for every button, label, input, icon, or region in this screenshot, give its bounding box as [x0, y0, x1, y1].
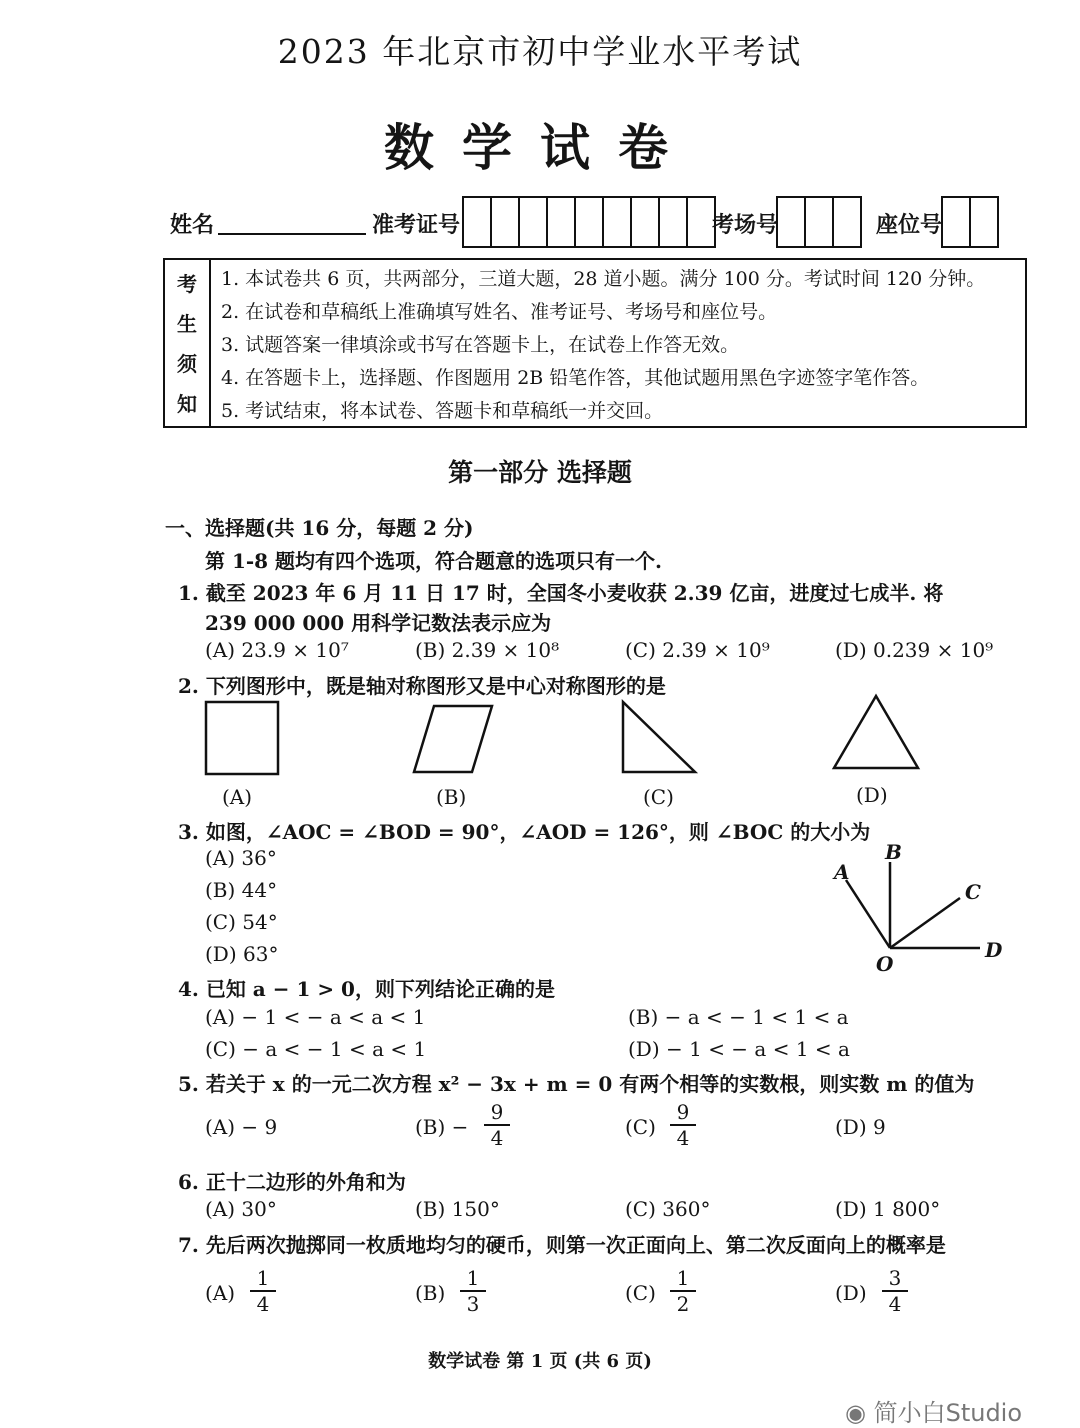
- question-4-option-c[interactable]: (C) − a < − 1 < a < 1: [205, 1037, 427, 1061]
- question-5-stem: 5. 若关于 x 的一元二次方程 x² − 3x + m = 0 有两个相等的实数根，则实数 m 的值为: [178, 1072, 975, 1096]
- question-1-option-c[interactable]: (C) 2.39 × 10⁹: [625, 638, 770, 662]
- question-3-option-b[interactable]: (B) 44°: [205, 878, 278, 902]
- question-4-option-b[interactable]: (B) − a < − 1 < 1 < a: [628, 1005, 849, 1029]
- question-5-option-b[interactable]: (B) −: [415, 1115, 469, 1139]
- question-3-option-d[interactable]: (D) 63°: [205, 942, 279, 966]
- exam-title: 2023 年北京市初中学业水平考试: [277, 32, 803, 71]
- question-4-option-d[interactable]: (D) − 1 < − a < 1 < a: [628, 1037, 850, 1061]
- question-2-label-d[interactable]: (D): [856, 783, 888, 807]
- question-1-option-d[interactable]: (D) 0.239 × 10⁹: [835, 638, 994, 662]
- notice-item: 3. 试题答案一律填涂或书写在答题卡上，在试卷上作答无效。: [221, 334, 740, 356]
- part-title: 第一部分 选择题: [448, 458, 632, 487]
- fraction-numerator: 3: [882, 1266, 908, 1292]
- notice-heading-char: 须: [177, 352, 197, 376]
- paper-title: 数学试卷: [384, 119, 696, 177]
- fraction-denominator: 4: [676, 1126, 690, 1150]
- point-label-b: B: [885, 840, 902, 864]
- fraction-numerator: 9: [670, 1100, 696, 1126]
- fraction: [484, 1100, 510, 1150]
- notice-heading-char: 生: [177, 312, 197, 336]
- question-3-stem: 3. 如图，∠AOC = ∠BOD = 90°，∠AOD = 126°，则 ∠BOC 的大小为: [178, 820, 871, 844]
- watermark: [845, 1393, 1022, 1428]
- question-6-option-c[interactable]: (C) 360°: [625, 1197, 711, 1221]
- ticket-label: 准考证号: [372, 213, 461, 238]
- question-2-label-c[interactable]: (C): [643, 785, 674, 809]
- question-1-stem: 1. 截至 2023 年 6 月 11 日 17 时，全国冬小麦收获 2.39 亿亩，进度过七成半. 将: [178, 581, 944, 605]
- notice-item: 1. 本试卷共 6 页，共两部分，三道大题，28 道小题。满分 100 分。考试时间 120 分钟。: [221, 268, 986, 290]
- question-1-option-b[interactable]: (B) 2.39 × 10⁸: [415, 638, 560, 662]
- question-3-option-a[interactable]: (A) 36°: [205, 846, 277, 870]
- point-label-a: A: [834, 860, 850, 884]
- page-footer: 数学试卷 第 1 页 (共 6 页): [428, 1351, 652, 1372]
- question-2-label-a[interactable]: (A): [222, 785, 253, 809]
- question-6-stem: 6. 正十二边形的外角和为: [178, 1170, 406, 1194]
- fraction: [460, 1266, 486, 1316]
- question-7-option-c[interactable]: (C): [625, 1281, 656, 1305]
- question-2-stem: 2. 下列图形中，既是轴对称图形又是中心对称图形的是: [178, 674, 666, 698]
- fraction-denominator: 4: [888, 1292, 902, 1316]
- notice-heading-char: 知: [177, 392, 197, 416]
- point-label-c: C: [965, 880, 981, 904]
- seat-label: 座位号: [876, 213, 943, 238]
- watermark-text: 简小白Studio: [873, 1399, 1023, 1427]
- point-label-o: O: [876, 952, 894, 976]
- question-3-option-c[interactable]: (C) 54°: [205, 910, 278, 934]
- question-5-option-d[interactable]: (D) 9: [835, 1115, 886, 1139]
- question-7-option-d[interactable]: (D): [835, 1281, 867, 1305]
- fraction-denominator: 3: [466, 1292, 480, 1316]
- section-heading: 一、选择题(共 16 分，每题 2 分): [165, 516, 474, 540]
- fraction-numerator: 1: [670, 1266, 696, 1292]
- fraction-numerator: 1: [250, 1266, 276, 1292]
- question-1-option-a[interactable]: (A) 23.9 × 10⁷: [205, 638, 349, 662]
- name-label: 姓名: [170, 213, 215, 238]
- question-4-option-a[interactable]: (A) − 1 < − a < a < 1: [205, 1005, 426, 1029]
- section-note: 第 1-8 题均有四个选项，符合题意的选项只有一个.: [205, 549, 663, 573]
- notice-item: 4. 在答题卡上，选择题、作图题用 2B 铅笔作答，其他试题用黑色字迹签字笔作答。: [221, 367, 930, 389]
- fraction-denominator: 4: [490, 1126, 504, 1150]
- fraction-numerator: 1: [460, 1266, 486, 1292]
- wechat-icon: ◉: [845, 1399, 866, 1427]
- question-2-label-b[interactable]: (B): [436, 785, 467, 809]
- point-label-d: D: [985, 938, 1003, 962]
- fraction: [670, 1266, 696, 1316]
- question-4-stem: 4. 已知 a − 1 > 0，则下列结论正确的是: [178, 977, 555, 1001]
- fraction: [882, 1266, 908, 1316]
- question-7-option-a[interactable]: (A): [205, 1281, 236, 1305]
- fraction-denominator: 2: [676, 1292, 690, 1316]
- ray-oc: [890, 898, 960, 948]
- question-6-option-a[interactable]: (A) 30°: [205, 1197, 277, 1221]
- fraction: [250, 1266, 276, 1316]
- ray-oa: [846, 880, 890, 948]
- fraction: [670, 1100, 696, 1150]
- question-7-stem: 7. 先后两次抛掷同一枚质地均匀的硬币，则第一次正面向上、第二次反面向上的概率是: [178, 1233, 946, 1257]
- question-5-option-c[interactable]: (C): [625, 1115, 656, 1139]
- notice-heading-char: 考: [177, 272, 197, 296]
- question-7-option-b[interactable]: (B): [415, 1281, 446, 1305]
- question-5-option-a[interactable]: (A) − 9: [205, 1115, 278, 1139]
- fraction-numerator: 9: [484, 1100, 510, 1126]
- notice-item: 5. 考试结束，将本试卷、答题卡和草稿纸一并交回。: [221, 400, 664, 422]
- fraction-denominator: 4: [256, 1292, 270, 1316]
- question-6-option-d[interactable]: (D) 1 800°: [835, 1197, 941, 1221]
- notice-item: 2. 在试卷和草稿纸上准确填写姓名、准考证号、考场号和座位号。: [221, 301, 778, 323]
- room-label: 考场号: [712, 213, 779, 238]
- question-1-stem-2: 239 000 000 用科学记数法表示应为: [205, 611, 552, 635]
- question-6-option-b[interactable]: (B) 150°: [415, 1197, 500, 1221]
